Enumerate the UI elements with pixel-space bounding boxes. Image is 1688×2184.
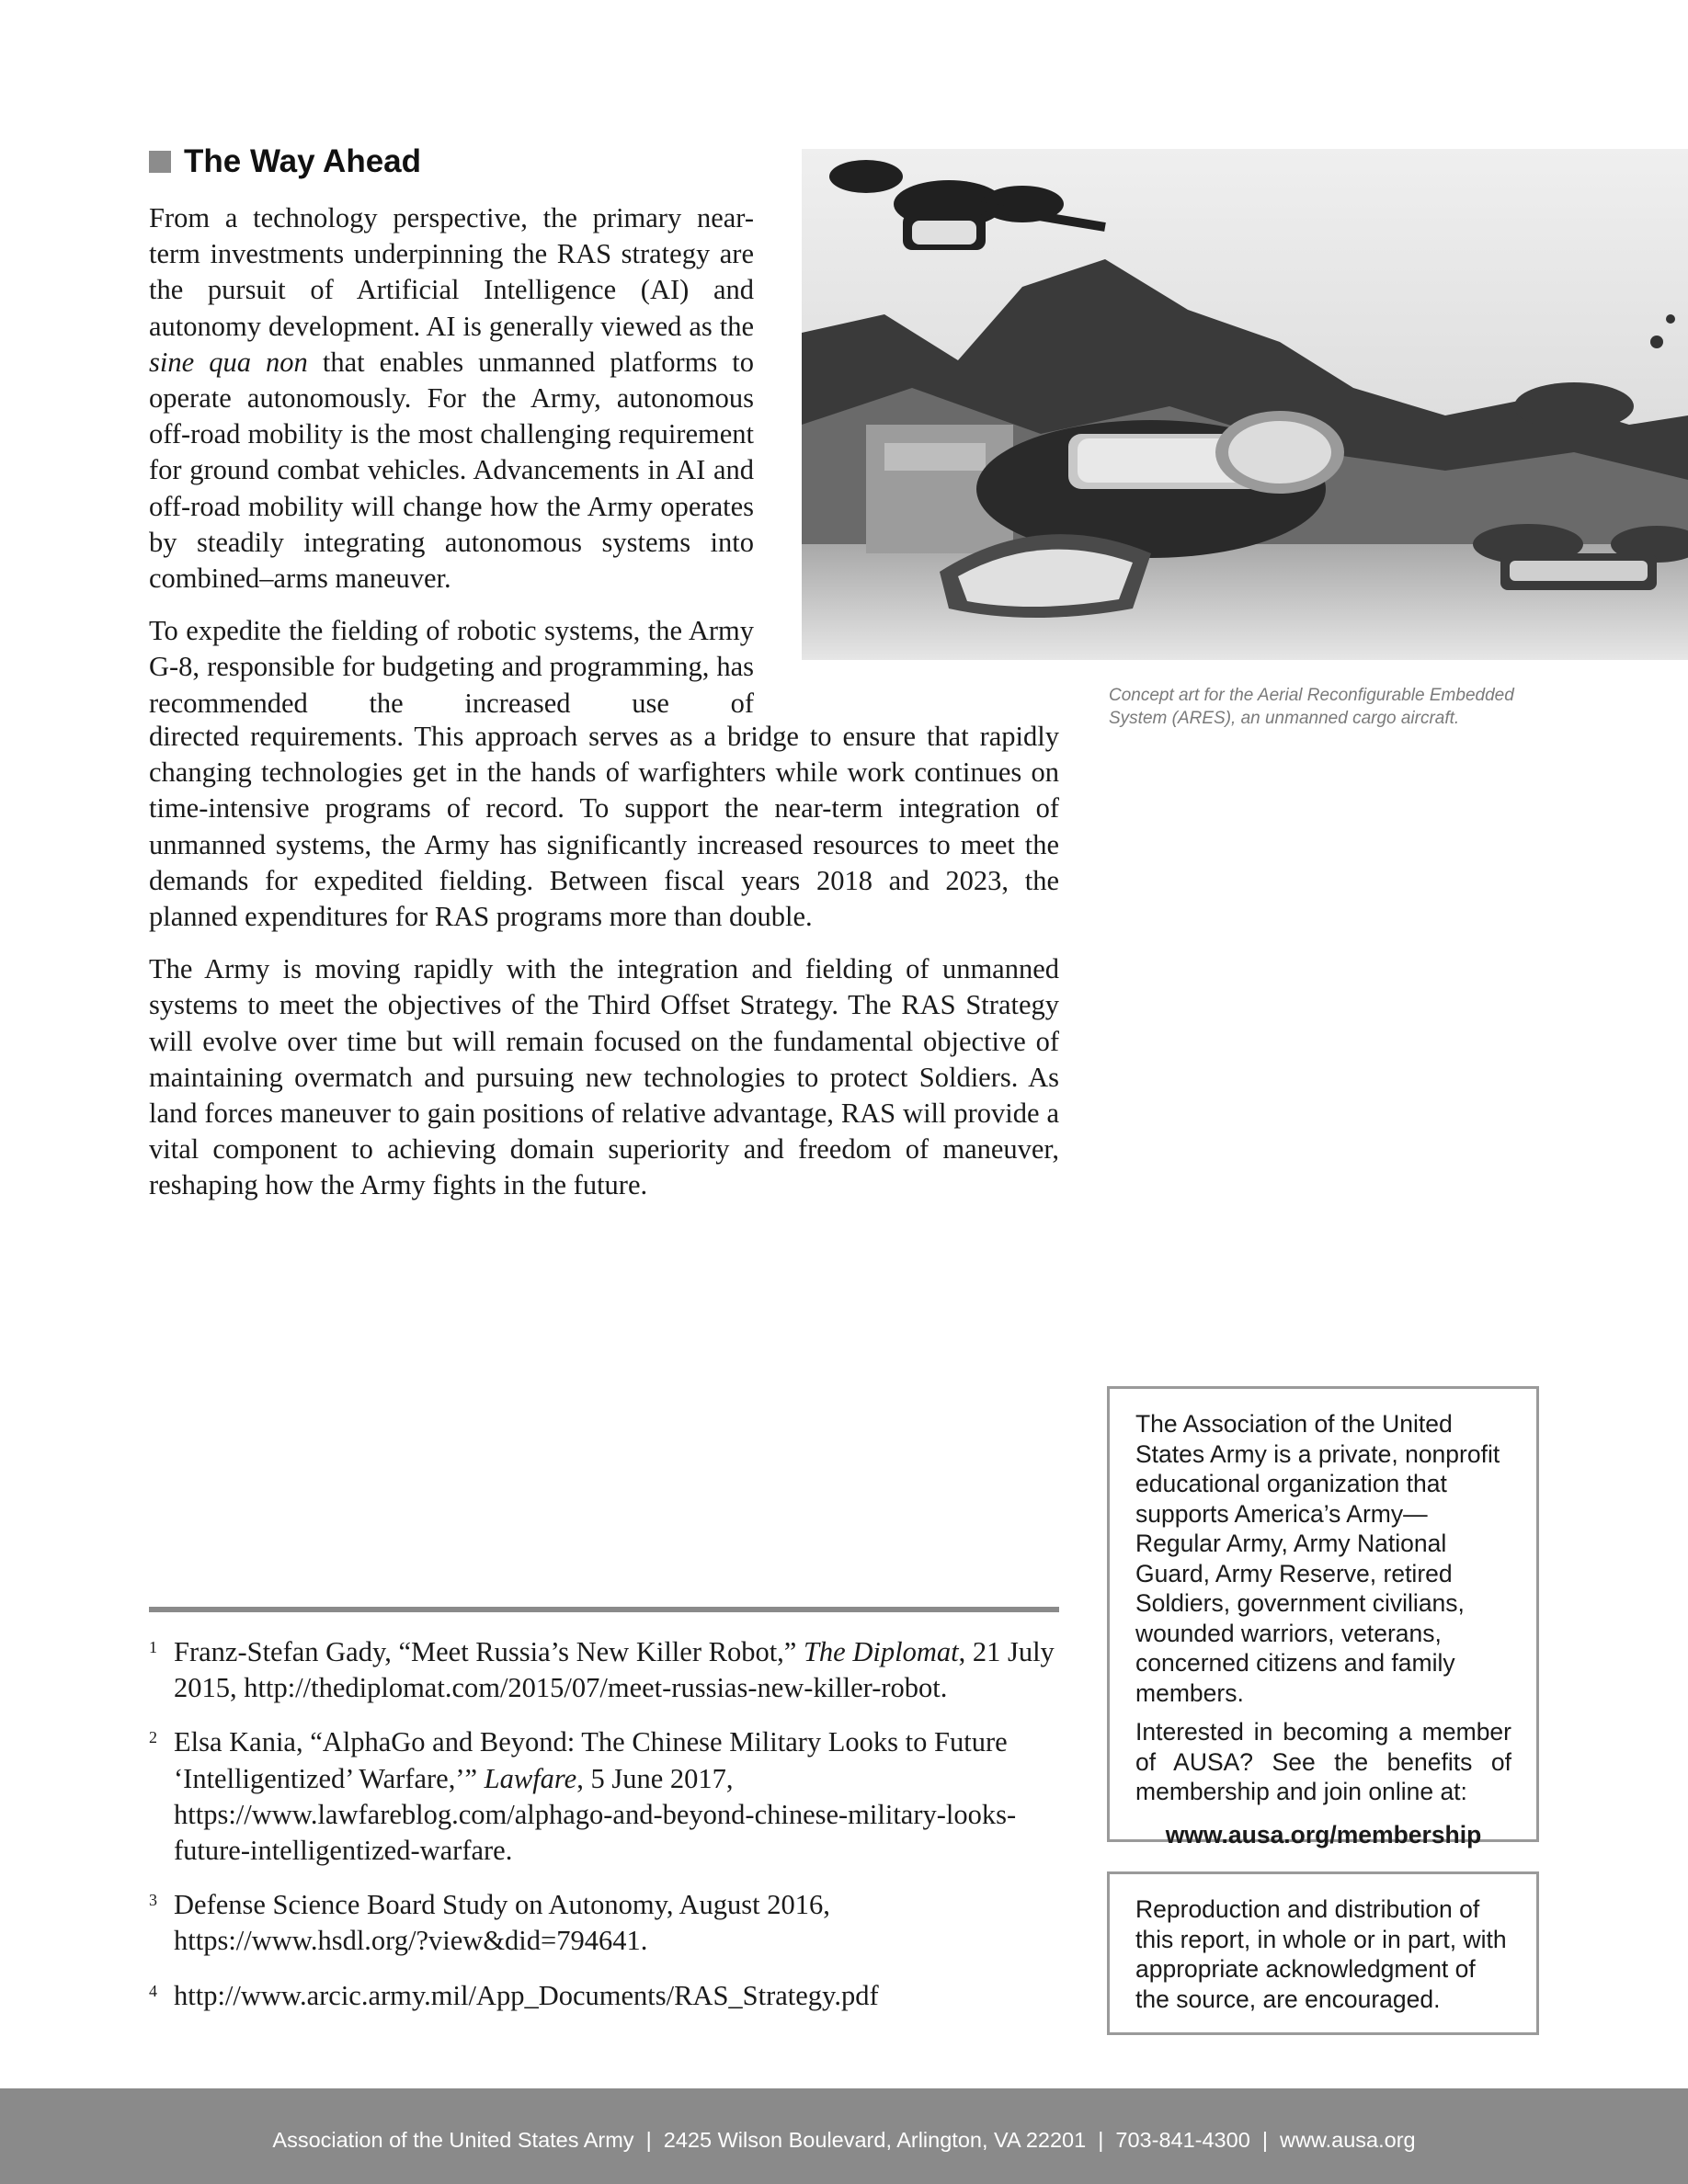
paragraph-2-start: To expedite the fielding of robotic systems, the Army G-8, responsible for budgeting and programming, has recommended the increased use of [149, 615, 754, 719]
footnote-divider [149, 1607, 1059, 1612]
footnote-number: 2 [149, 1728, 157, 1747]
membership-link[interactable]: www.ausa.org/membership [1165, 1820, 1482, 1848]
footnote-text: Elsa Kania, “AlphaGo and Beyond: The Chinese Military Looks to Future ‘Intelligentized’ Warfare,’” Lawfare, 5 June 2017, https://www.lawfareblog.com/alphago-and-beyond-chinese-military-looks-future-intelligentized-warfare. [174, 1726, 1017, 1867]
footer-text: Association of the United States Army | 2425 Wilson Boulevard, Arlington, VA 22201 | 703-841-4300 | www.ausa.org [272, 2127, 1416, 2152]
reproduction-box [1107, 1871, 1539, 2035]
footnote-number: 4 [149, 1981, 157, 2000]
section-title: The Way Ahead [184, 143, 422, 179]
paragraph-1: From a technology perspective, the primary near-term investments underpinning the RAS strategy are the pursuit of Artificial Intelligence (AI) and autonomy development. AI is generally viewed as the sine qua non that enables unmanned platforms to operate autonomously. For the Army, autonomous off-road mobility is the most challenging requirement for ground combat vehicles. Advancements in AI and off-road mobility will change how the Army operates by steadily integrating autonomous systems into combined–arms maneuver. [149, 202, 754, 595]
footnote-number: 3 [149, 1891, 157, 1910]
about-text: The Association of the United States Army is a private, nonprofit educational organization that supports America’s Army—Regular Army, Army National Guard, Army Reserve, retired Soldiers, government civilians, wounded warriors, veterans, concerned citizens and family members. [1135, 1410, 1500, 1707]
about-ausa-box [1107, 1386, 1539, 1848]
paragraph-2-continued: directed requirements. This approach serves as a bridge to ensure that rapidly changing technologies get in the hands of warfighters while work continues on time-intensive programs of record. To support the near-term integration of unmanned systems, the Army has significantly increased resources to meet the demands for expedited fielding. Between fiscal years 2018 and 2023, the planned expenditures for RAS programs more than double. [149, 721, 1059, 933]
membership-text: Interested in becoming a member of AUSA? See the benefits of membership and join online at: [1135, 1718, 1511, 1805]
footnote-text: http://www.arcic.army.mil/App_Documents/RAS_Strategy.pdf [174, 1979, 879, 2011]
figure-caption: Concept art for the Aerial Reconfigurable Embedded System (ARES), an unmanned cargo aircraft. [1109, 686, 1514, 728]
body-column-narrow [149, 200, 754, 722]
heading-square-icon [149, 151, 171, 173]
footnote-4 [149, 1978, 1059, 2014]
ares-concept-art-image [802, 149, 1688, 660]
footnote-2 [149, 1724, 1059, 1869]
section-heading [149, 143, 421, 180]
page-footer [0, 2088, 1688, 2184]
footnote-text: Defense Science Board Study on Autonomy, August 2016, https://www.hsdl.org/?view&did=794641. [174, 1889, 830, 1957]
footnote-text: Franz-Stefan Gady, “Meet Russia’s New Killer Robot,” The Diplomat, 21 July 2015, http://thediplomat.com/2015/07/meet-russias-new-killer-robot. [174, 1636, 1055, 1704]
footnotes [149, 1634, 1059, 2014]
footnote-3 [149, 1887, 1059, 1959]
footnote-number: 1 [149, 1638, 157, 1656]
footnote-1 [149, 1634, 1059, 1706]
reproduction-text: Reproduction and distribution of this report, in whole or in part, with appropriate acknowledgment of the source, are encouraged. [1135, 1895, 1507, 2013]
paragraph-3: The Army is moving rapidly with the integration and fielding of unmanned systems to meet the objectives of the Third Offset Strategy. The RAS Strategy will evolve over time but will remain focused on the fundamental objective of maintaining overmatch and pursuing new technologies to protect Soldiers. As land forces maneuver to gain positions of relative advantage, RAS will provide a vital component to achieving domain superiority and freedom of maneuver, reshaping how the Army fights in the future. [149, 953, 1059, 1201]
body-column-wide [149, 719, 1059, 1204]
